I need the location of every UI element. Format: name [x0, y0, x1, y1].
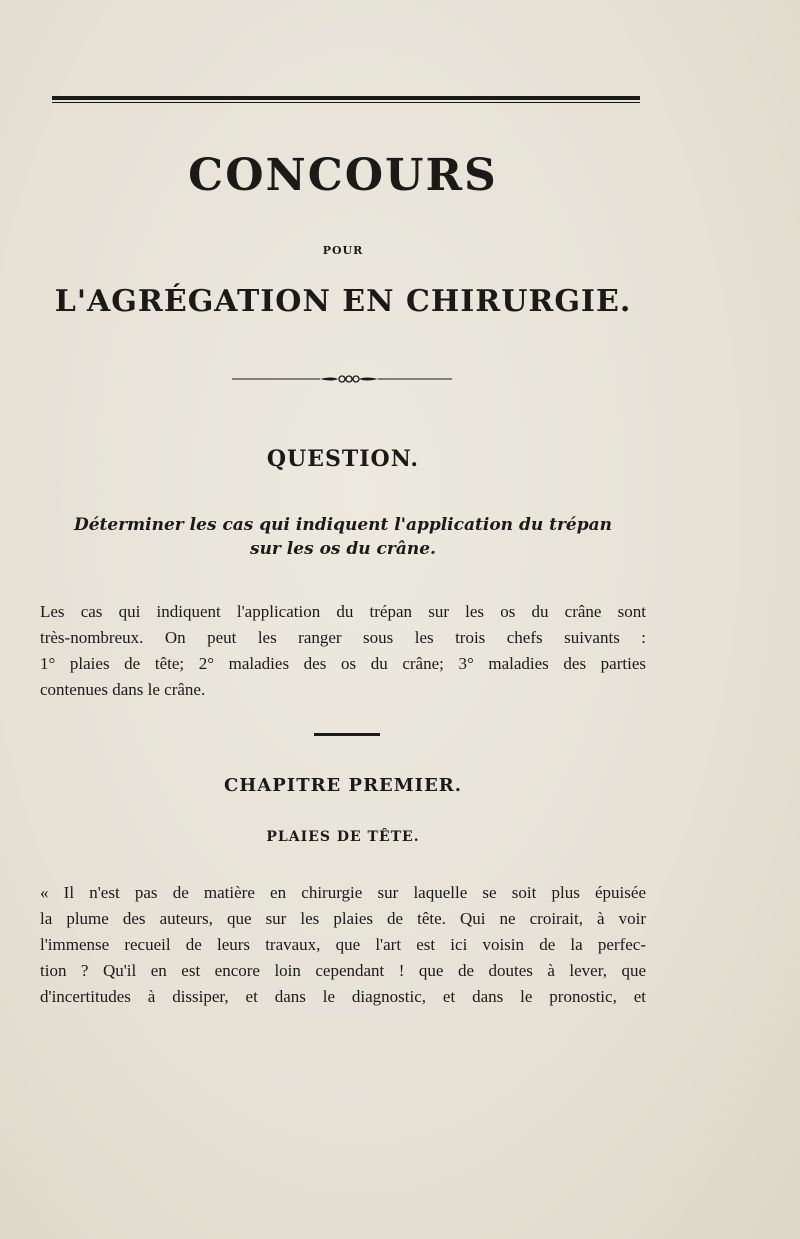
- title-connector: POUR: [322, 244, 364, 257]
- chapter-paragraph: [40, 880, 646, 1010]
- question-statement-line: sur les os du crâne.: [250, 539, 436, 559]
- paragraph-line: 1° plaies de tête; 2° maladies des os du crâne; 3° maladies des parties: [40, 654, 646, 673]
- section-divider: [314, 733, 380, 736]
- paragraph-line: d'incertitudes à dissiper, et dans le diagnostic, et dans le pronostic, et: [40, 987, 646, 1006]
- show-through-text: [40, 130, 640, 850]
- paragraph-line: la plume des auteurs, que sur les plaies de tête. Qui ne croirait, à voir: [40, 909, 646, 928]
- question-statement-line: Déterminer les cas qui indiquent l'application du trépan: [74, 515, 612, 535]
- intro-paragraph: [40, 599, 646, 703]
- page-title: CONCOURS: [188, 150, 498, 201]
- chapter-subheading: PLAIES DE TÊTE.: [266, 829, 420, 845]
- chapter-heading: CHAPITRE PREMIER.: [223, 775, 463, 796]
- top-rule: [52, 96, 640, 100]
- paragraph-line: l'immense recueil de leurs travaux, que l'art est ici voisin de la perfec-: [40, 935, 646, 954]
- paragraph-line: « Il n'est pas de matière en chirurgie sur laquelle se soit plus épuisée: [40, 883, 646, 902]
- page-subtitle: L'AGRÉGATION EN CHIRURGIE.: [54, 284, 632, 319]
- paragraph-line: tion ? Qu'il en est encore loin cependant ! que de doutes à lever, que: [40, 961, 646, 980]
- question-statement: [40, 513, 646, 561]
- ornament-divider: [232, 373, 452, 385]
- paragraph-line: contenues dans le crâne.: [40, 680, 206, 699]
- paragraph-line: très-nombreux. On peut les ranger sous les trois chefs suivants :: [40, 628, 646, 647]
- paragraph-line: Les cas qui indiquent l'application du trépan sur les os du crâne sont: [40, 602, 646, 621]
- question-heading: QUESTION.: [266, 446, 420, 472]
